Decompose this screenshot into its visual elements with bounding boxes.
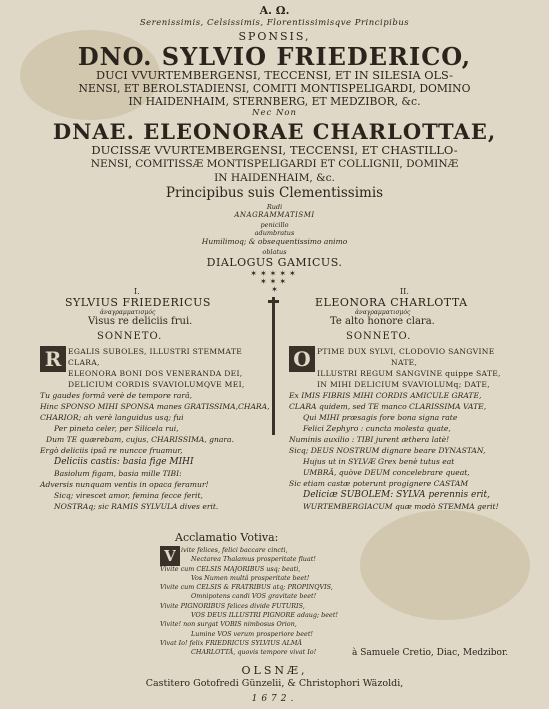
bride-name: DNAE. ELEONORAE CHARLOTTAE,: [52, 119, 497, 144]
asterisk-ornament: ✶: [271, 285, 278, 294]
left-sonnet-heading: SONNETO.: [97, 331, 163, 342]
verse-line: Nectarea Thalamus prosperitate fluat!: [191, 555, 316, 564]
dedication-line: ANAGRAMMATISMI: [234, 211, 315, 219]
author-signature: à Samuele Cretio, Diac, Medzibor.: [352, 648, 509, 658]
dedication-line: IN HAIDENHAIM, STERNBERG, ET MEDZIBOR, &c.: [128, 95, 421, 108]
acclamatio-title: Acclamatio Votiva:: [175, 531, 279, 544]
right-greek: ἀναγραμματισμός: [355, 309, 411, 316]
sonnet-line: Numinis auxilio : TIBI jurent æthera latè!: [289, 435, 450, 444]
left-numeral: I.: [134, 287, 140, 296]
sonnet-line: Sicq; virescet amor, femina fecce ferit,: [54, 491, 203, 500]
sonnet-line: Deliciis castis: basia fige MIHI: [54, 457, 194, 467]
left-sonnet: [40, 390, 270, 512]
sonnet-line: UMBRÂ, quòve DEUM concelebrare queat,: [303, 468, 470, 477]
dedication-line: NENSI, COMITISSÆ MONTISPELIGARDI ET COLLIGNII, DOMINÆ: [90, 158, 459, 170]
imprint-place: OLSNÆ,: [241, 664, 308, 677]
sonnet-line: EGALIS SUBOLES, ILLUSTRI STEMMATE: [68, 347, 243, 356]
dedication-line: NENSI, ET BEROLSTADIENSI, COMITI MONTISPELIGARDI, DOMINO: [78, 82, 471, 95]
sonnet-line: Basiolum figam, basia mille TIBI:: [54, 469, 182, 478]
sonnet-line: Ergò deliciis ipsâ re nuncce fruamur,: [40, 446, 183, 455]
sonnet-line: Hinc SPONSO MIHI SPONSA manes GRATISSIMA,CHARA,: [40, 402, 270, 411]
dedication-line: IN HAIDENHAIM, &c.: [214, 172, 335, 184]
right-numeral: II.: [400, 287, 409, 296]
dedication-line: DUCISSÆ VVURTEMBERGENSI, TECCENSI, ET CHASTILLO-: [91, 143, 458, 157]
sonnet-line: Sic etiam castæ poterunt progignere CASTAM: [289, 479, 469, 488]
column-divider: [268, 300, 279, 303]
sonnet-line: Deliciæ SUBOLEM: SYLVA perennis erit,: [303, 490, 491, 500]
top-mark: A. Ω.: [259, 4, 290, 17]
sonnet-line: WURTEMBERGIACUM quæ modò STEMMA gerit!: [303, 502, 499, 511]
sonnet-line: NOSTRAq; sic RAMIS SYLVULA dives erit.: [54, 502, 219, 511]
left-greek: ἀναγραμματισμός: [100, 309, 156, 316]
dedication-line: SPONSIS,: [238, 30, 311, 43]
groom-name: DNO. SYLVIO FRIEDERICO,: [77, 42, 472, 71]
sonnet-line: CLARA quidem, sed TE manco CLARISSIMA VATE,: [289, 402, 487, 411]
sonnet-line: DELICIUM CORDIS SVAVIOLUMQVE MEI,: [68, 380, 245, 389]
dedication-line: DUCI VVURTEMBERGENSI, TECCENSI, ET IN SILESIA OLS-: [96, 69, 453, 82]
left-anagram: Visus re deliciis frui.: [88, 316, 193, 327]
asterisk-ornament: ✶✶✶: [259, 277, 290, 286]
dedication-line: Humilimoq; & obsequentissimo animo: [201, 237, 348, 246]
dialogue-title: DIALOGUS GAMICUS.: [206, 256, 343, 269]
sonnet-line: NATE,: [391, 358, 418, 367]
verse-line: Vivite cum CELSIS & FRATRIBUS atq; PROPINQVIS,: [160, 583, 333, 592]
sonnet-line: Felici Zephyro : cuncta molesta quate,: [303, 424, 451, 433]
right-anagram: Te alto honore clara.: [330, 316, 435, 327]
verse-line: Lumine VOS verum prosperiore beet!: [191, 629, 313, 638]
dedication-line: oblatus: [262, 248, 287, 256]
sonnet-line: Qui MIHI præsagis fore bona signa rate: [303, 413, 458, 422]
sonnet-line: CLARA,: [68, 358, 100, 367]
imprint-printers: Castitero Gotofredi Günzelii, & Christophori Wäzoldi,: [145, 678, 404, 689]
sonnet-line: Dum TE quærebam, cujus, CHARISSIMA, gnara.: [46, 435, 235, 444]
sonnet-line: Adversis nunquam ventis in opaca feramur!: [40, 480, 209, 489]
dedication-line: Nec Non: [252, 108, 297, 118]
right-name: ELEONORA CHARLOTTA: [315, 296, 468, 309]
dedication-line: adumbratus: [254, 229, 295, 237]
left-sonnet: [68, 368, 245, 390]
column-divider: [272, 297, 275, 435]
left-name: SYLVIUS FRIEDERICUS: [65, 296, 211, 309]
sonnet-line: ILLUSTRI REGUM SANGVINE quippe SATE,: [317, 369, 501, 378]
paper-stain: [360, 510, 530, 620]
verse-line: Vivite cum CELSIS MAJORIBUS usq; beati,: [160, 564, 301, 573]
dedication-line: Rudi: [266, 203, 283, 211]
verse-line: CHARLOTTÂ, quovis tempore vivat Io!: [191, 648, 317, 657]
dedication-line: Principibus suis Clementissimis: [165, 185, 384, 201]
sonnet-line: Tu gaudes formâ verè de tempore rarâ,: [40, 391, 193, 400]
dedication-line: penicillo: [260, 221, 289, 229]
right-dropcap: O: [289, 346, 315, 372]
imprint-year: 1672.: [251, 694, 298, 704]
verse-line: ivite felices, felici baccare cincti,: [181, 546, 288, 554]
verse-line: Vos Numen multâ prosperitate beet!: [191, 573, 310, 582]
sonnet-line: Per pineta celer, per Silicela rui,: [54, 424, 179, 433]
verse-line: Vivite! non surgat VOBIS nimbosus Orion,: [160, 620, 297, 629]
sonnet-line: CHARIOR; ah verè languidus usq; fui: [40, 413, 184, 422]
right-sonnet: [289, 390, 499, 512]
acclamatio-verses: [160, 546, 338, 658]
sonnet-line: ELEONORA BONI DOS VENERANDA DEI,: [68, 369, 243, 378]
dedication-line: Serenissimis, Celsissimis, Florentissimisqve Principibus: [139, 18, 410, 28]
verse-line: Vivite PIGNORIBUS felices divide FUTURIS,: [160, 601, 305, 610]
acclamatio-dropcap: V: [160, 546, 180, 566]
right-sonnet-heading: SONNETO.: [346, 331, 412, 342]
sonnet-line: Sicq; DEUS NOSTRUM dignare beare DYNASTAN,: [289, 446, 486, 455]
sonnet-line: PTIME DUX SYLVI, CLODOVIO SANGVINE: [317, 347, 495, 356]
left-sonnet: [68, 346, 242, 368]
right-sonnet: [317, 346, 501, 390]
verse-line: VOS DEUS ILLUSTRI PIGNORE adaug; beet!: [191, 611, 338, 620]
asterisk-ornament: ✶✶✶✶✶: [250, 269, 299, 278]
left-dropcap: R: [40, 346, 66, 372]
sonnet-line: Ex IMIS FIBRIS MIHI CORDIS AMICULE GRATE,: [289, 391, 482, 400]
verse-line: Vivat Io! felix FRIEDRICUS SYLVIUS ALMÂ: [160, 638, 303, 647]
sonnet-line: Hujus ut in SYLVÆ Grex benè tutus eat: [303, 457, 455, 466]
verse-line: Omnipotens candi VOS gravitate beet!: [191, 592, 317, 601]
sonnet-line: IN MIHI DELICIUM SVAVIOLUMq; DATE,: [317, 380, 490, 389]
